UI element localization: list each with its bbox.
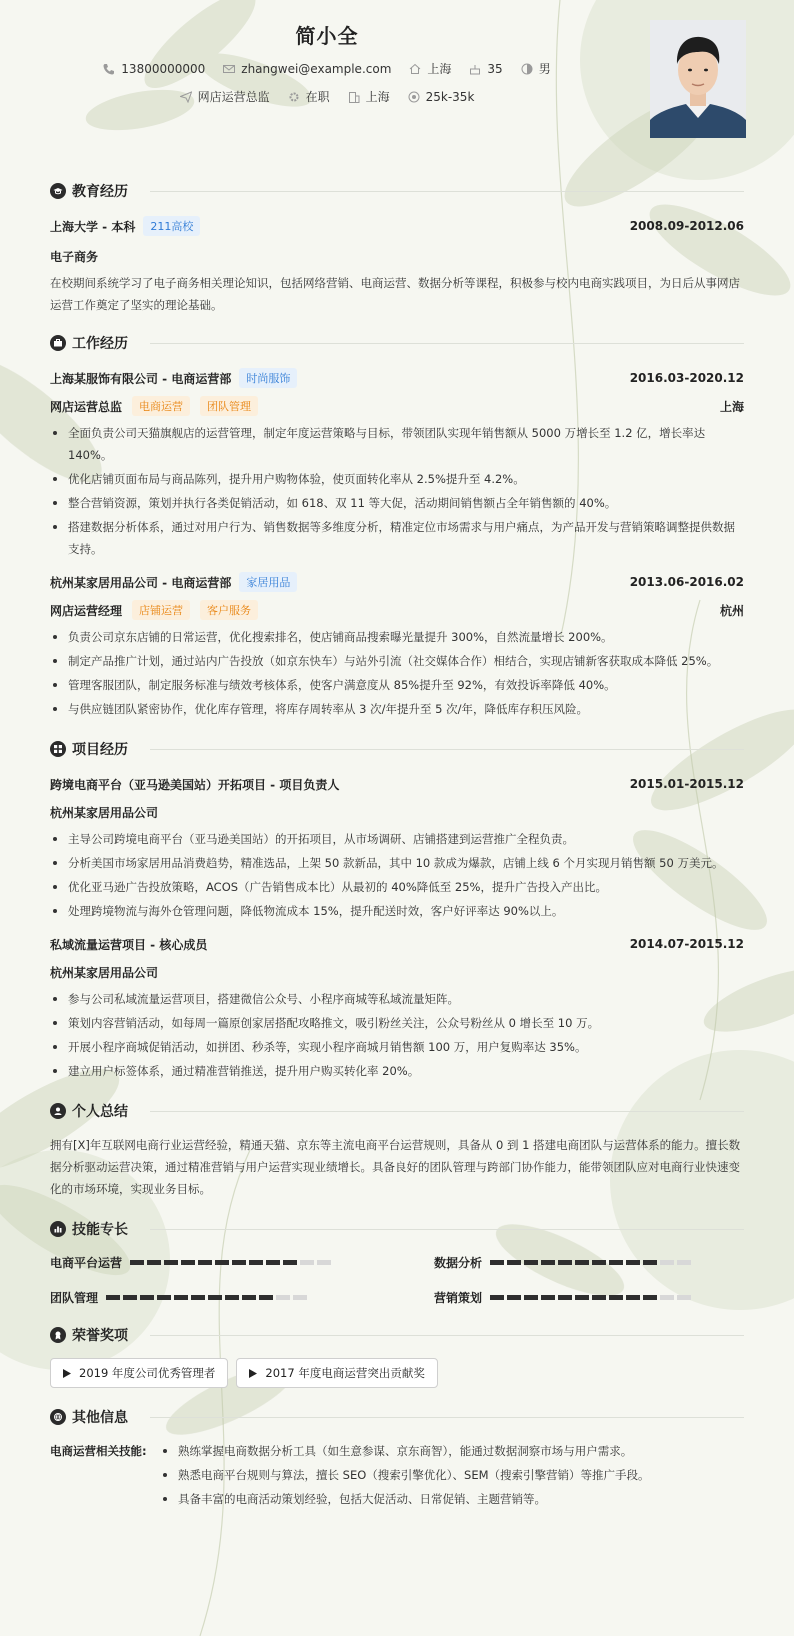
- list-item: 负责公司京东店铺的日常运营，优化搜索排名，使店铺商品搜索曝光量提升 300%，自然流量增长 200%。: [50, 626, 744, 648]
- skill-segment: [276, 1295, 290, 1300]
- skill-level-bar: [490, 1260, 691, 1265]
- skill-segment: [524, 1260, 538, 1265]
- skill-segment: [198, 1260, 212, 1265]
- mail-icon: [223, 63, 235, 75]
- skill-segment: [643, 1260, 657, 1265]
- job-date: 2016.03-2020.12: [629, 371, 744, 385]
- list-item: 分析美国市场家居用品消费趋势，精准选品，上架 50 款新品，其中 10 款成为爆款，店铺上线 6 个月实现月销售额 50 万美元。: [50, 852, 744, 874]
- skill-item: [434, 1254, 744, 1271]
- skill-segment: [592, 1295, 606, 1300]
- skill-segment: [140, 1295, 154, 1300]
- project-bullets: [50, 828, 744, 922]
- skill-name: 团队管理: [50, 1291, 99, 1305]
- skill-name: 数据分析: [434, 1256, 483, 1270]
- skills-title: 技能专长: [72, 1222, 128, 1238]
- list-item: 与供应链团队紧密协作，优化库存管理，将库存周转率从 3 次/年提升至 5 次/年，降低库存积压风险。: [50, 698, 744, 720]
- list-item: 熟悉电商平台规则与算法，擅长 SEO（搜索引擎优化）、SEM（搜索引擎营销）等推广手段。: [160, 1464, 744, 1486]
- list-item: 制定产品推广计划，通过站内广告投放（如京东快车）与站外引流（社交媒体合作）相结合，实现店铺新客获取成本降低 25%。: [50, 650, 744, 672]
- skill-level-bar: [130, 1260, 331, 1265]
- skill-segment: [575, 1295, 589, 1300]
- section-divider: [150, 1417, 744, 1418]
- status-item: [288, 88, 330, 105]
- status-text: 在职: [305, 90, 330, 104]
- skill-segment: [259, 1295, 273, 1300]
- skill-segment: [208, 1295, 222, 1300]
- skill-segment: [174, 1295, 188, 1300]
- skill-segment: [130, 1260, 144, 1265]
- awards-list: [50, 1358, 744, 1388]
- other-title: 其他信息: [72, 1410, 128, 1426]
- project-name: 跨境电商平台（亚马逊美国站）开拓项目 - 项目负责人: [50, 777, 340, 792]
- list-item: 开展小程序商城促销活动，如拼团、秒杀等，实现小程序商城月销售额 100 万，用户复购率达 35%。: [50, 1036, 744, 1058]
- skill-segment: [507, 1295, 521, 1300]
- industry-tag: 家居用品: [239, 572, 297, 592]
- list-item: 优化店铺页面布局与商品陈列，提升用户购物体验，使页面转化率从 2.5%提升至 4.2%。: [50, 468, 744, 490]
- salary-text: 25k-35k: [425, 89, 475, 104]
- award-text: 2017 年度电商运营突出贡献奖: [265, 1366, 425, 1380]
- skill-segment: [157, 1295, 171, 1300]
- job-role-row: [50, 600, 744, 620]
- section-title: [50, 332, 744, 354]
- target-city-text: 上海: [365, 90, 390, 104]
- skill-segment: [626, 1295, 640, 1300]
- summary-section: [50, 1100, 744, 1200]
- summary-text: 拥有[X]年互联网电商行业运营经验，精通天猫、京东等主流电商平台运营规则，具备从 0 到 1 搭建电商团队与运营体系的能力。擅长数据分析驱动运营决策，通过精准营销与用户运营实现业绩增长。具备良好的团队管理与跨部门协作能力，能带领团队应对电商行业快速变化的市场环境，实现业务目标。: [50, 1138, 741, 1196]
- section-title: [50, 1406, 744, 1428]
- skill-segment: [293, 1295, 307, 1300]
- globe-icon: [50, 1409, 66, 1425]
- position-text: 网店运营总监: [197, 90, 270, 104]
- projects-section: [50, 738, 744, 1082]
- list-item: 优化亚马逊广告投放策略，ACOS（广告销售成本比）从最初的 40%降低至 25%，提升广告投入产出比。: [50, 876, 744, 898]
- skills-grid: [50, 1254, 744, 1306]
- job-entry-head: [50, 368, 744, 388]
- skill-segment: [225, 1295, 239, 1300]
- email-item: [223, 62, 391, 76]
- school-tag: 211高校: [143, 216, 200, 236]
- major-name: 电子商务: [50, 249, 99, 264]
- section-divider: [150, 1335, 744, 1336]
- position-item: [180, 88, 270, 105]
- gear-icon: [288, 91, 300, 103]
- section-divider: [150, 1229, 744, 1230]
- graduation-cap-icon: [50, 183, 66, 199]
- user-icon: [50, 1103, 66, 1119]
- skill-segment: [677, 1295, 691, 1300]
- skill-level-bar: [490, 1295, 691, 1300]
- gender-text: 男: [538, 62, 551, 76]
- skill-segment: [541, 1295, 555, 1300]
- skill-segment: [317, 1260, 331, 1265]
- skill-tag: 电商运营: [132, 396, 190, 416]
- skill-segment: [490, 1295, 504, 1300]
- skill-tag: 客户服务: [200, 600, 258, 620]
- skill-segment: [232, 1260, 246, 1265]
- chart-icon: [50, 1221, 66, 1237]
- section-title: [50, 738, 744, 760]
- briefcase-icon: [50, 335, 66, 351]
- job-role: 网店运营经理: [50, 603, 123, 618]
- list-item: 主导公司跨境电商平台（亚马逊美国站）的开拓项目，从市场调研、店铺搭建到运营推广全程负责。: [50, 828, 744, 850]
- resume-header: [50, 18, 744, 168]
- skill-item: [50, 1289, 360, 1306]
- coin-icon: [408, 91, 420, 103]
- skill-segment: [490, 1260, 504, 1265]
- education-description: 在校期间系统学习了电子商务相关理论知识，包括网络营销、电商运营、数据分析等课程，积极参与校内电商实践项目，为日后从事网店运营工作奠定了坚实的理论基础。: [50, 276, 740, 312]
- job-bullets: [50, 626, 744, 720]
- gender-icon: [521, 63, 533, 75]
- skill-segment: [147, 1260, 161, 1265]
- education-title: 教育经历: [72, 184, 128, 200]
- skill-segment: [123, 1295, 137, 1300]
- job-bullets: [50, 422, 744, 560]
- skill-segment: [609, 1260, 623, 1265]
- skill-level-bar: [106, 1295, 307, 1300]
- list-item: 整合营销资源，策划并执行各类促销活动，如 618、双 11 等大促，活动期间销售额占全年销售额的 40%。: [50, 492, 744, 514]
- skill-tag: 店铺运营: [132, 600, 190, 620]
- skill-segment: [558, 1295, 572, 1300]
- list-item: 建立用户标签体系，通过精准营销推送，提升用户购买转化率 20%。: [50, 1060, 744, 1082]
- contact-row: [50, 60, 604, 77]
- salary-item: [408, 90, 475, 104]
- city-item: [409, 60, 451, 77]
- building-icon: [348, 91, 360, 103]
- phone-text: 13800000000: [121, 61, 206, 76]
- skill-segment: [575, 1260, 589, 1265]
- list-item: 全面负责公司天猫旗舰店的运营管理，制定年度运营策略与目标，带领团队实现年销售额从 5000 万增长至 1.2 亿，增长率达 140%。: [50, 422, 744, 466]
- summary-title: 个人总结: [72, 1104, 128, 1120]
- skill-segment: [164, 1260, 178, 1265]
- skill-segment: [191, 1295, 205, 1300]
- award-chip: [50, 1358, 228, 1388]
- skill-segment: [300, 1260, 314, 1265]
- section-title: [50, 1100, 744, 1122]
- major-row: [50, 246, 744, 266]
- project-org: 杭州某家居用品公司: [50, 965, 159, 980]
- project-entry-head: [50, 934, 744, 954]
- skill-segment: [266, 1260, 280, 1265]
- cake-icon: [469, 63, 481, 75]
- skill-segment: [626, 1260, 640, 1265]
- list-item: 参与公司私域流量运营项目，搭建微信公众号、小程序商城等私域流量矩阵。: [50, 988, 744, 1010]
- section-divider: [150, 343, 744, 344]
- skill-segment: [524, 1295, 538, 1300]
- skill-segment: [558, 1260, 572, 1265]
- grid-icon: [50, 741, 66, 757]
- skill-name: 营销策划: [434, 1291, 483, 1305]
- awards-title: 荣誉奖项: [72, 1328, 128, 1344]
- skill-tag: 团队管理: [200, 396, 258, 416]
- skill-segment: [643, 1295, 657, 1300]
- play-icon: [63, 1369, 71, 1378]
- skill-item: [50, 1254, 360, 1271]
- award-chip: [236, 1358, 437, 1388]
- play-icon: [249, 1369, 257, 1378]
- list-item: 熟练掌握电商数据分析工具（如生意参谋、京东商智），能通过数据洞察市场与用户需求。: [160, 1440, 744, 1462]
- work-section: [50, 332, 744, 720]
- skills-section: [50, 1218, 744, 1306]
- home-icon: [409, 63, 421, 75]
- project-bullets: [50, 988, 744, 1082]
- list-item: 管理客服团队，制定服务标准与绩效考核体系，使客户满意度从 85%提升至 92%，有效投诉率降低 40%。: [50, 674, 744, 696]
- project-name: 私域流量运营项目 - 核心成员: [50, 937, 208, 952]
- industry-tag: 时尚服饰: [239, 368, 297, 388]
- candidate-name: 简小全: [295, 24, 359, 48]
- phone-item: [103, 62, 205, 76]
- work-title: 工作经历: [72, 336, 128, 352]
- project-org: 杭州某家居用品公司: [50, 805, 159, 820]
- skill-name: 电商平台运营: [50, 1256, 123, 1270]
- education-date: 2008.09-2012.06: [629, 219, 744, 233]
- section-divider: [150, 1111, 744, 1112]
- section-divider: [150, 191, 744, 192]
- other-section: [50, 1406, 744, 1512]
- project-date: 2014.07-2015.12: [629, 937, 744, 951]
- project-entry-head: [50, 774, 744, 794]
- award-icon: [50, 1327, 66, 1343]
- other-label: 电商运营相关技能:: [50, 1444, 147, 1458]
- skill-segment: [507, 1260, 521, 1265]
- other-bullets: [160, 1440, 744, 1512]
- skill-segment: [242, 1295, 256, 1300]
- other-info-row: [50, 1440, 744, 1512]
- age-text: 35: [487, 61, 503, 76]
- job-intent-row: [50, 88, 604, 105]
- projects-title: 项目经历: [72, 742, 128, 758]
- list-item: 具备丰富的电商活动策划经验，包括大促活动、日常促销、主题营销等。: [160, 1488, 744, 1510]
- project-org-row: [50, 962, 744, 982]
- skill-segment: [106, 1295, 120, 1300]
- email-text: zhangwei@example.com: [241, 61, 392, 76]
- send-icon: [180, 91, 192, 103]
- skill-segment: [660, 1260, 674, 1265]
- profile-photo: [650, 20, 746, 138]
- list-item: 处理跨境物流与海外仓管理问题，降低物流成本 15%，提升配送时效，客户好评率达 90%以上。: [50, 900, 744, 922]
- city-text: 上海: [427, 62, 452, 76]
- skill-segment: [215, 1260, 229, 1265]
- company-name: 上海某服饰有限公司 - 电商运营部: [50, 371, 232, 386]
- project-org-row: [50, 802, 744, 822]
- job-location: 杭州: [719, 603, 744, 618]
- skill-segment: [592, 1260, 606, 1265]
- target-city-item: [348, 88, 390, 105]
- awards-section: [50, 1324, 744, 1388]
- age-item: [469, 62, 502, 76]
- section-title: [50, 180, 744, 202]
- skill-segment: [283, 1260, 297, 1265]
- list-item: 策划内容营销活动，如每周一篇原创家居搭配攻略推文，吸引粉丝关注，公众号粉丝从 0 增长至 10 万。: [50, 1012, 744, 1034]
- job-role: 网店运营总监: [50, 399, 123, 414]
- skill-segment: [609, 1295, 623, 1300]
- section-title: [50, 1324, 744, 1346]
- list-item: 搭建数据分析体系，通过对用户行为、销售数据等多维度分析，精准定位市场需求与用户痛点，为产品开发与营销策略调整提供数据支持。: [50, 516, 744, 560]
- job-date: 2013.06-2016.02: [629, 575, 744, 589]
- education-entry-head: [50, 216, 744, 236]
- gender-item: [521, 60, 551, 77]
- education-section: [50, 180, 744, 316]
- skill-segment: [249, 1260, 263, 1265]
- section-title: [50, 1218, 744, 1240]
- job-role-row: [50, 396, 744, 416]
- company-name: 杭州某家居用品公司 - 电商运营部: [50, 575, 232, 590]
- job-location: 上海: [719, 399, 744, 414]
- skill-segment: [181, 1260, 195, 1265]
- phone-icon: [103, 63, 115, 75]
- job-entry-head: [50, 572, 744, 592]
- skill-item: [434, 1289, 744, 1306]
- award-text: 2019 年度公司优秀管理者: [79, 1366, 216, 1380]
- skill-segment: [660, 1295, 674, 1300]
- skill-segment: [677, 1260, 691, 1265]
- section-divider: [150, 749, 744, 750]
- project-date: 2015.01-2015.12: [629, 777, 744, 791]
- school-name: 上海大学 - 本科: [50, 219, 136, 234]
- skill-segment: [541, 1260, 555, 1265]
